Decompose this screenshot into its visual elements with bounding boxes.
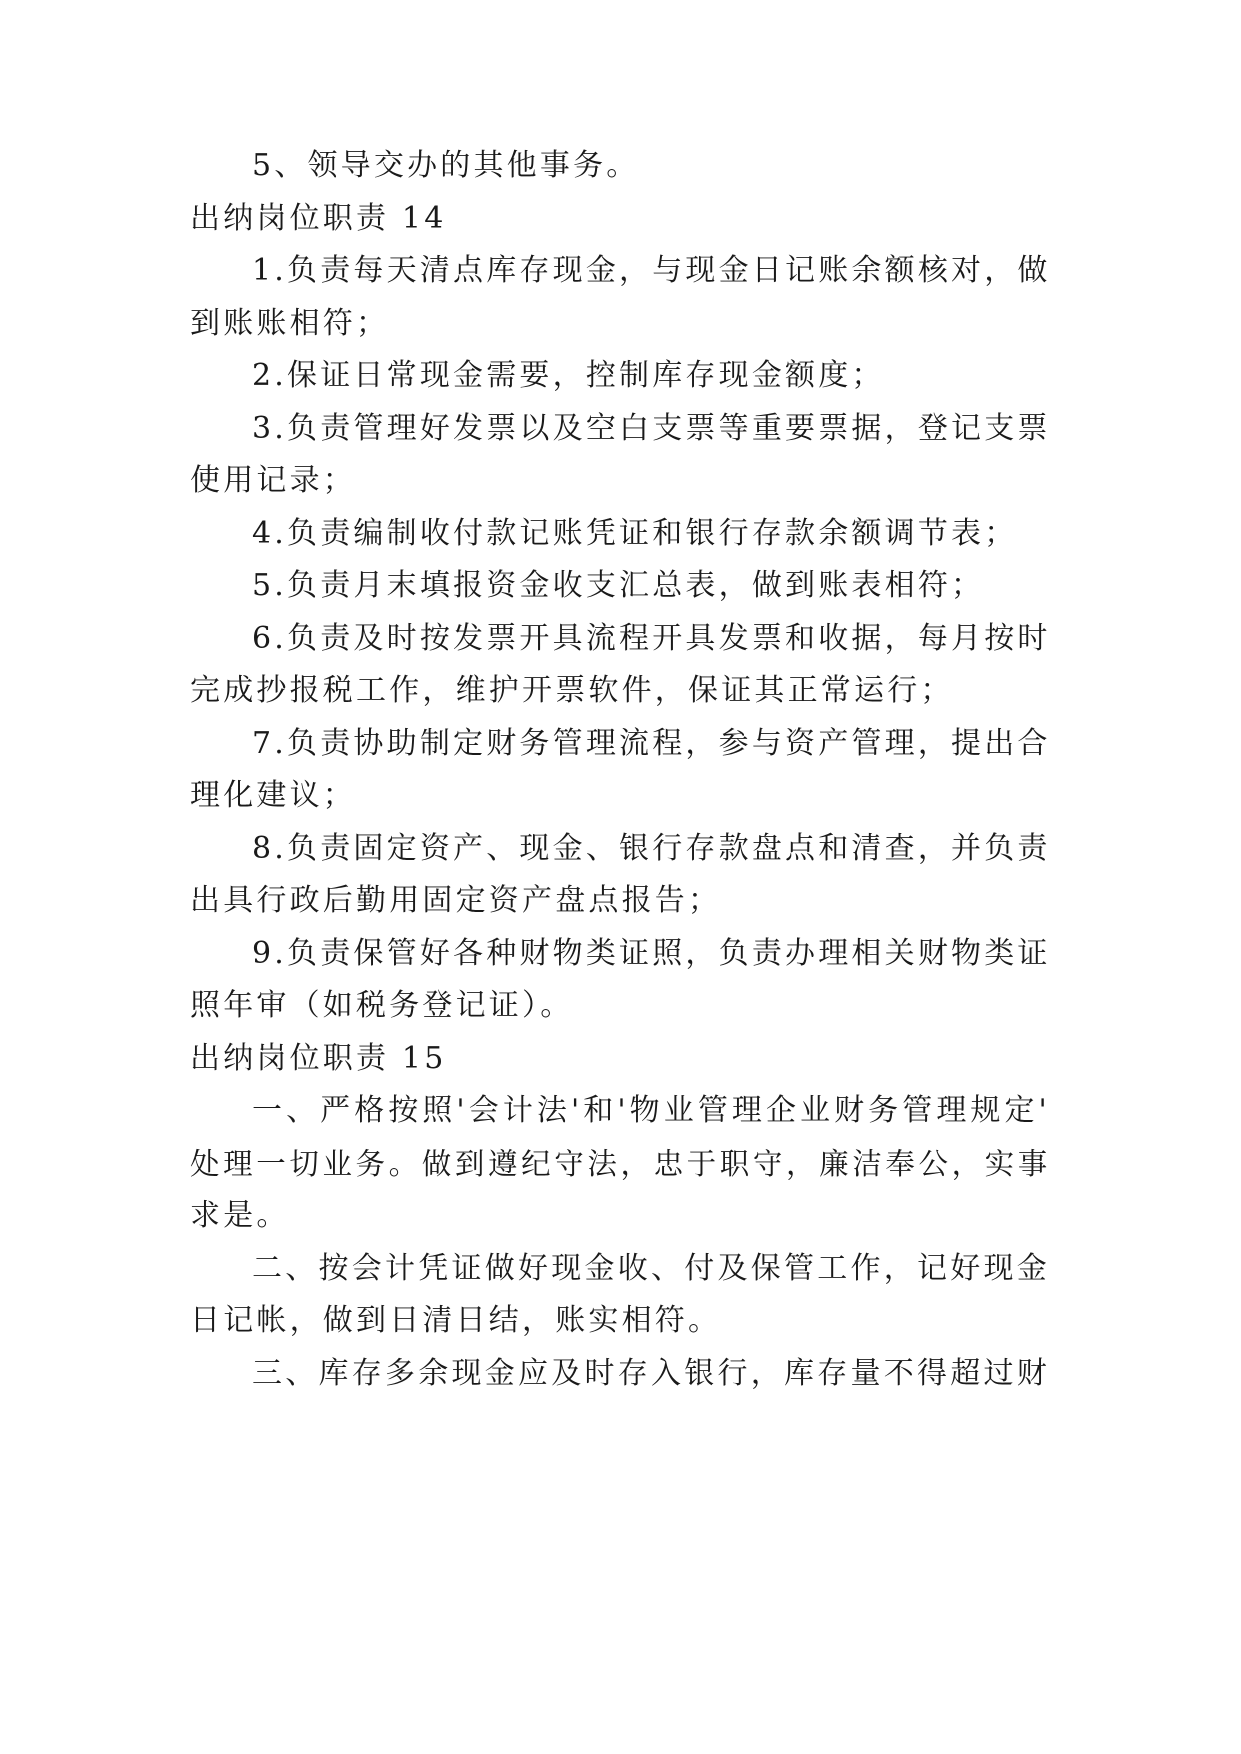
list-item: 三、库存多余现金应及时存入银行，库存量不得超过财 [252,1356,1050,1391]
list-item: 6.负责及时按发票开具流程开具发票和收据，每月按时 [252,621,1051,656]
list-item: 一、严格按照'会计法'和'物业管理企业财务管理规定' [252,1093,1050,1128]
list-item: 1.负责每天清点库存现金，与现金日记账余额核对，做 [252,253,1051,288]
list-item-continuation: 出具行政后勤用固定资产盘点报告； [190,883,722,918]
list-item-continuation: 照年审（如税务登记证）。 [190,988,574,1023]
list-item: 2.保证日常现金需要，控制库存现金额度； [252,358,885,393]
list-item: 3.负责管理好发票以及空白支票等重要票据，登记支票 [252,411,1051,446]
list-item-continuation: 处理一切业务。做到遵纪守法，忠于职守，廉洁奉公，实事 [190,1147,1050,1181]
list-item: 7.负责协助制定财务管理流程，参与资产管理，提出合 [252,726,1051,761]
list-item: 二、按会计凭证做好现金收、付及保管工作，记好现金 [252,1251,1050,1286]
list-item: 4.负责编制收付款记账凭证和银行存款余额调节表； [252,516,1018,551]
list-item: 9.负责保管好各种财物类证照，负责办理相关财物类证 [252,936,1051,971]
list-item-continuation: 理化建议； [190,778,356,813]
list-item: 5、领导交办的其他事务。 [252,148,640,183]
section-heading: 出纳岗位职责 15 [190,1041,447,1076]
section-heading: 出纳岗位职责 14 [190,201,447,236]
list-item-continuation: 求是。 [190,1198,290,1233]
list-item: 8.负责固定资产、现金、银行存款盘点和清查，并负责 [252,831,1051,866]
list-item-continuation: 使用记录； [190,463,356,498]
list-item: 5.负责月末填报资金收支汇总表，做到账表相符； [252,568,985,603]
list-item-continuation: 到账账相符； [190,306,390,341]
list-item-continuation: 完成抄报税工作，维护开票软件，保证其正常运行； [190,673,954,708]
list-item-continuation: 日记帐，做到日清日结，账实相符。 [190,1303,722,1338]
